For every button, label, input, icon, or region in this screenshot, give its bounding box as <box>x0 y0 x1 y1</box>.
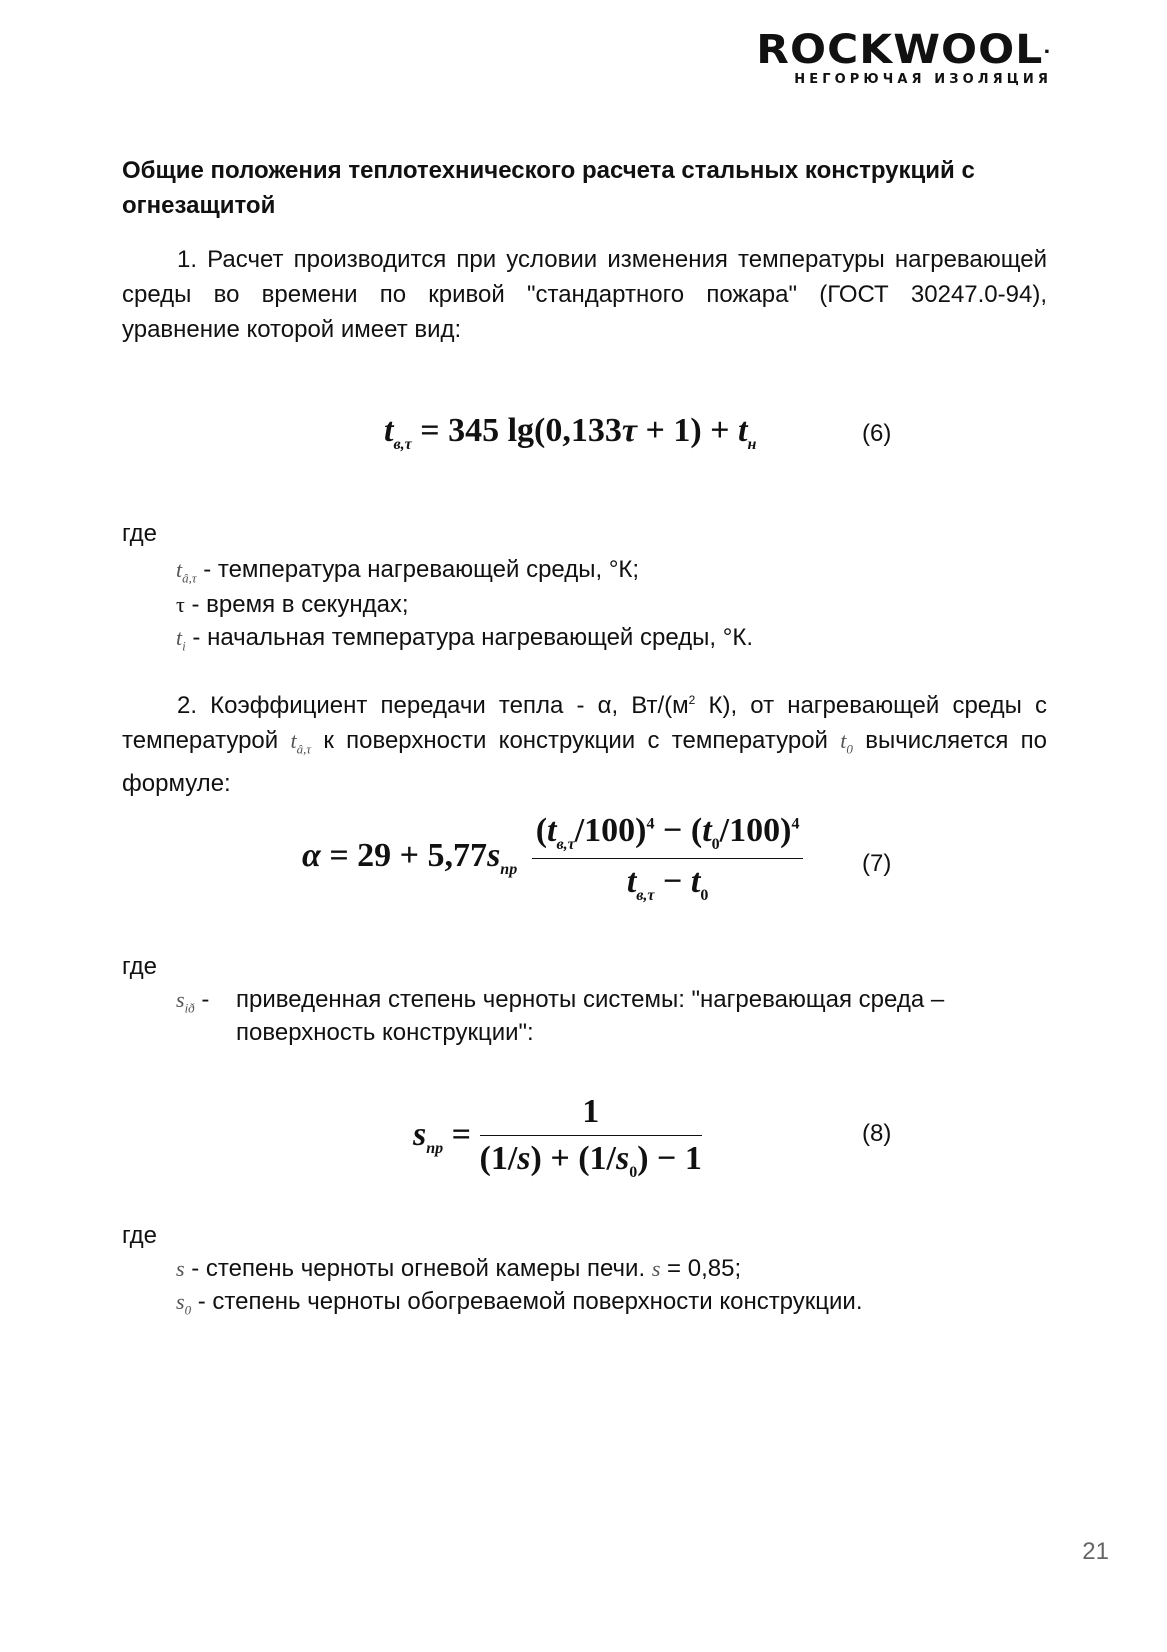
paragraph-2: 2. Коэффициент передачи тепла - α, $Вт/(м^2$ К), от нагревающей среды с температурой $t_{â,\tau}$ к поверхности конструкции с температурой $t_0$ вычисляется по формуле: <box>122 692 1048 798</box>
symbol: s <box>651 1256 661 1281</box>
symbol: $t_{â,\tau}$ <box>290 728 312 757</box>
where-label-3: где <box>122 1222 158 1249</box>
definition-s-furnace: s - степень черноты огневой камеры печи. s = 0,85; <box>176 1255 742 1282</box>
formula-6: $t_{в,\tau} = 345$ $\lg(0,133\tau + 1) + t_н$ <box>384 412 757 453</box>
definition-text: - температура нагревающей среды, °К; <box>196 556 640 583</box>
logo-tagline: НЕГОРЮЧАЯ ИЗОЛЯЦИЯ <box>794 72 1052 87</box>
definition-s-reduced: $s_{ið}$ - приведенная степень черноты системы: "нагревающая среда – поверхность конструкции": <box>176 983 1006 1049</box>
definition-text: приведенная степень черноты системы: "нагревающая среда – поверхность конструкции": <box>236 986 945 1046</box>
equation-number-6: (6) <box>862 420 892 447</box>
symbol: τ <box>176 592 185 617</box>
symbol: $s_0$ <box>176 1289 192 1318</box>
logo-mark: . <box>1043 37 1052 58</box>
symbol: $t_0$ <box>840 728 853 757</box>
definition-tau <box>176 588 409 621</box>
symbol: $s_{ið}$ <box>176 987 195 1016</box>
where-label-2: где <box>122 953 158 980</box>
brand-logo <box>756 27 1052 87</box>
definition-text: - начальная температура нагревающей среды, °К. <box>185 624 753 651</box>
formula-7: $\alpha = 29 + 5,77s_{пр}$ $\frac{(t_{в,\tau}/100)^4 - (t_0/100)^4}{t_{в,\tau} - t_0}$ <box>302 812 803 905</box>
definition-t-initial <box>176 621 753 662</box>
logo-wordmark <box>756 27 1052 73</box>
fraction: $\frac{1}{(1/s) + (1/s_0) - 1}$ <box>479 1093 702 1181</box>
where-label-1: где <box>122 520 158 547</box>
logo-brand-text: ROCKWOOL <box>756 27 1044 73</box>
symbol: $t_i$ <box>176 625 186 654</box>
page-number: 21 <box>1082 1538 1109 1565</box>
fraction: $\frac{(t_{в,\tau}/100)^4 - (t_0/100)^4}{t_{в,\tau} - t_0}$ <box>532 812 804 905</box>
formula-8: $s_{пр}$ = $\frac{1}{(1/s) + (1/s_0) - 1}$ <box>413 1093 702 1181</box>
paragraph-1 <box>122 242 1047 347</box>
equation-number-7: (7) <box>862 850 892 877</box>
equation-number-8: (8) <box>862 1120 892 1147</box>
definition-text: - время в секундах; <box>184 591 409 618</box>
definition-s0: $s_0$ - степень черноты обогреваемой поверхности конструкции. <box>176 1288 863 1318</box>
paragraph-1-text: 1. Расчет производится при условии изменения температуры нагревающей среды во времени по кривой "стандартного пожара" (ГОСТ 30247.0-94), уравнение которой имеет вид: <box>122 246 1047 343</box>
symbol: $t_{â,\tau}$ <box>176 557 197 586</box>
symbol: s <box>176 1256 185 1281</box>
section-title: Общие положения теплотехнического расчета стальных конструкций с огнезащитой <box>122 157 975 219</box>
